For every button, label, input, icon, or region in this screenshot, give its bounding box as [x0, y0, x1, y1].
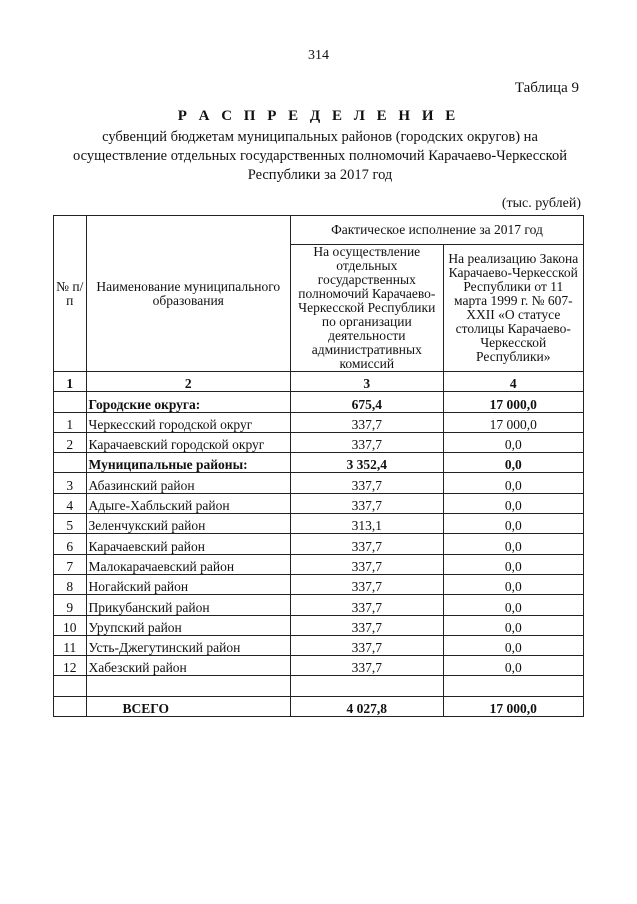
- column-number-row: [54, 372, 584, 392]
- row-value-col3: 337,7: [291, 534, 444, 554]
- row-number: 7: [54, 554, 87, 574]
- col-number-3: 3: [291, 372, 444, 392]
- total-label: ВСЕГО: [86, 696, 290, 716]
- blank-cell: [86, 676, 290, 696]
- table-row: [54, 534, 584, 554]
- table-row: [54, 656, 584, 676]
- header-col-no: № п/п: [54, 216, 87, 372]
- row-value-col3: 337,7: [291, 412, 444, 432]
- row-value-col3: 337,7: [291, 493, 444, 513]
- row-value-col3: 3 352,4: [291, 453, 444, 473]
- row-value-col4: 17 000,0: [443, 392, 583, 412]
- row-name: Урупский район: [86, 615, 290, 635]
- table-row: [54, 453, 584, 473]
- table-row: [54, 574, 584, 594]
- total-value-col4: 17 000,0: [443, 696, 583, 716]
- table-label: Таблица 9: [514, 80, 579, 96]
- table-row: [54, 595, 584, 615]
- row-value-col4: 0,0: [443, 554, 583, 574]
- row-value-col4: 0,0: [443, 574, 583, 594]
- table-row: [54, 615, 584, 635]
- col-number-2: 2: [86, 372, 290, 392]
- row-name: Черкесский городской округ: [86, 412, 290, 432]
- row-number: 2: [54, 432, 87, 452]
- table-row: [54, 432, 584, 452]
- row-value-col3: 675,4: [291, 392, 444, 412]
- total-no: [54, 696, 87, 716]
- row-value-col3: 337,7: [291, 574, 444, 594]
- row-value-col3: 337,7: [291, 615, 444, 635]
- row-name: Ногайский район: [86, 574, 290, 594]
- row-number: 1: [54, 412, 87, 432]
- document-subtitle: субвенций бюджетам муниципальных районов (городских округов) на осуществление отдельных государственных полномочий Карачаево-Черкесской Республики за 2017 год: [72, 129, 567, 183]
- document-title: Р А С П Р Е Д Е Л Е Н И Е: [177, 108, 460, 124]
- row-number: 10: [54, 615, 87, 635]
- row-name: Хабезский район: [86, 656, 290, 676]
- page-number: 314: [308, 48, 329, 63]
- row-number: [54, 392, 87, 412]
- row-value-col4: 0,0: [443, 432, 583, 452]
- row-value-col4: 0,0: [443, 595, 583, 615]
- header-col-name: Наименование муниципального образования: [86, 216, 290, 372]
- table-row: [54, 554, 584, 574]
- row-value-col3: 337,7: [291, 635, 444, 655]
- row-name: Карачаевский городской округ: [86, 432, 290, 452]
- row-value-col3: 337,7: [291, 432, 444, 452]
- header-col4: На реализацию Закона Карачаево-Черкесской Республики от 11 марта 1999 г. № 607-XXII «О статусе столицы Карачаево-Черкесской Республики»: [443, 245, 583, 372]
- row-value-col4: 0,0: [443, 656, 583, 676]
- units-label: (тыс. рублей): [501, 196, 581, 211]
- col-number-4: 4: [443, 372, 583, 392]
- row-number: 6: [54, 534, 87, 554]
- header-row-group: [54, 216, 584, 245]
- row-name: Абазинский район: [86, 473, 290, 493]
- table-row: [54, 473, 584, 493]
- table-row: [54, 635, 584, 655]
- blank-cell: [291, 676, 444, 696]
- table-row: [54, 392, 584, 412]
- row-value-col3: 337,7: [291, 656, 444, 676]
- row-value-col3: 337,7: [291, 595, 444, 615]
- row-name: Зеленчукский район: [86, 514, 290, 534]
- row-value-col4: 17 000,0: [443, 412, 583, 432]
- subsidy-table: [53, 215, 584, 717]
- header-col3: На осуществление отдельных государственных полномочий Карачаево-Черкесской Республики по организации деятельности административных комиссий: [291, 245, 444, 372]
- header-group: Фактическое исполнение за 2017 год: [291, 216, 584, 245]
- row-name: Карачаевский район: [86, 534, 290, 554]
- row-number: 12: [54, 656, 87, 676]
- blank-cell: [54, 676, 87, 696]
- row-name: Прикубанский район: [86, 595, 290, 615]
- row-name: Адыге-Хабльский район: [86, 493, 290, 513]
- row-value-col4: 0,0: [443, 453, 583, 473]
- total-value-col3: 4 027,8: [291, 696, 444, 716]
- row-number: [54, 453, 87, 473]
- row-value-col3: 313,1: [291, 514, 444, 534]
- row-name: Малокарачаевский район: [86, 554, 290, 574]
- row-number: 5: [54, 514, 87, 534]
- row-number: 4: [54, 493, 87, 513]
- row-name: Усть-Джегутинский район: [86, 635, 290, 655]
- total-row: [54, 696, 584, 716]
- row-number: 9: [54, 595, 87, 615]
- row-value-col4: 0,0: [443, 615, 583, 635]
- table-row: [54, 514, 584, 534]
- row-value-col3: 337,7: [291, 554, 444, 574]
- row-value-col4: 0,0: [443, 493, 583, 513]
- row-number: 11: [54, 635, 87, 655]
- row-name: Муниципальные районы:: [86, 453, 290, 473]
- row-number: 3: [54, 473, 87, 493]
- row-value-col4: 0,0: [443, 635, 583, 655]
- row-value-col3: 337,7: [291, 473, 444, 493]
- row-number: 8: [54, 574, 87, 594]
- blank-cell: [443, 676, 583, 696]
- row-value-col4: 0,0: [443, 534, 583, 554]
- table-row: [54, 493, 584, 513]
- blank-row: [54, 676, 584, 696]
- col-number-1: 1: [54, 372, 87, 392]
- row-value-col4: 0,0: [443, 473, 583, 493]
- table-row: [54, 412, 584, 432]
- row-name: Городские округа:: [86, 392, 290, 412]
- row-value-col4: 0,0: [443, 514, 583, 534]
